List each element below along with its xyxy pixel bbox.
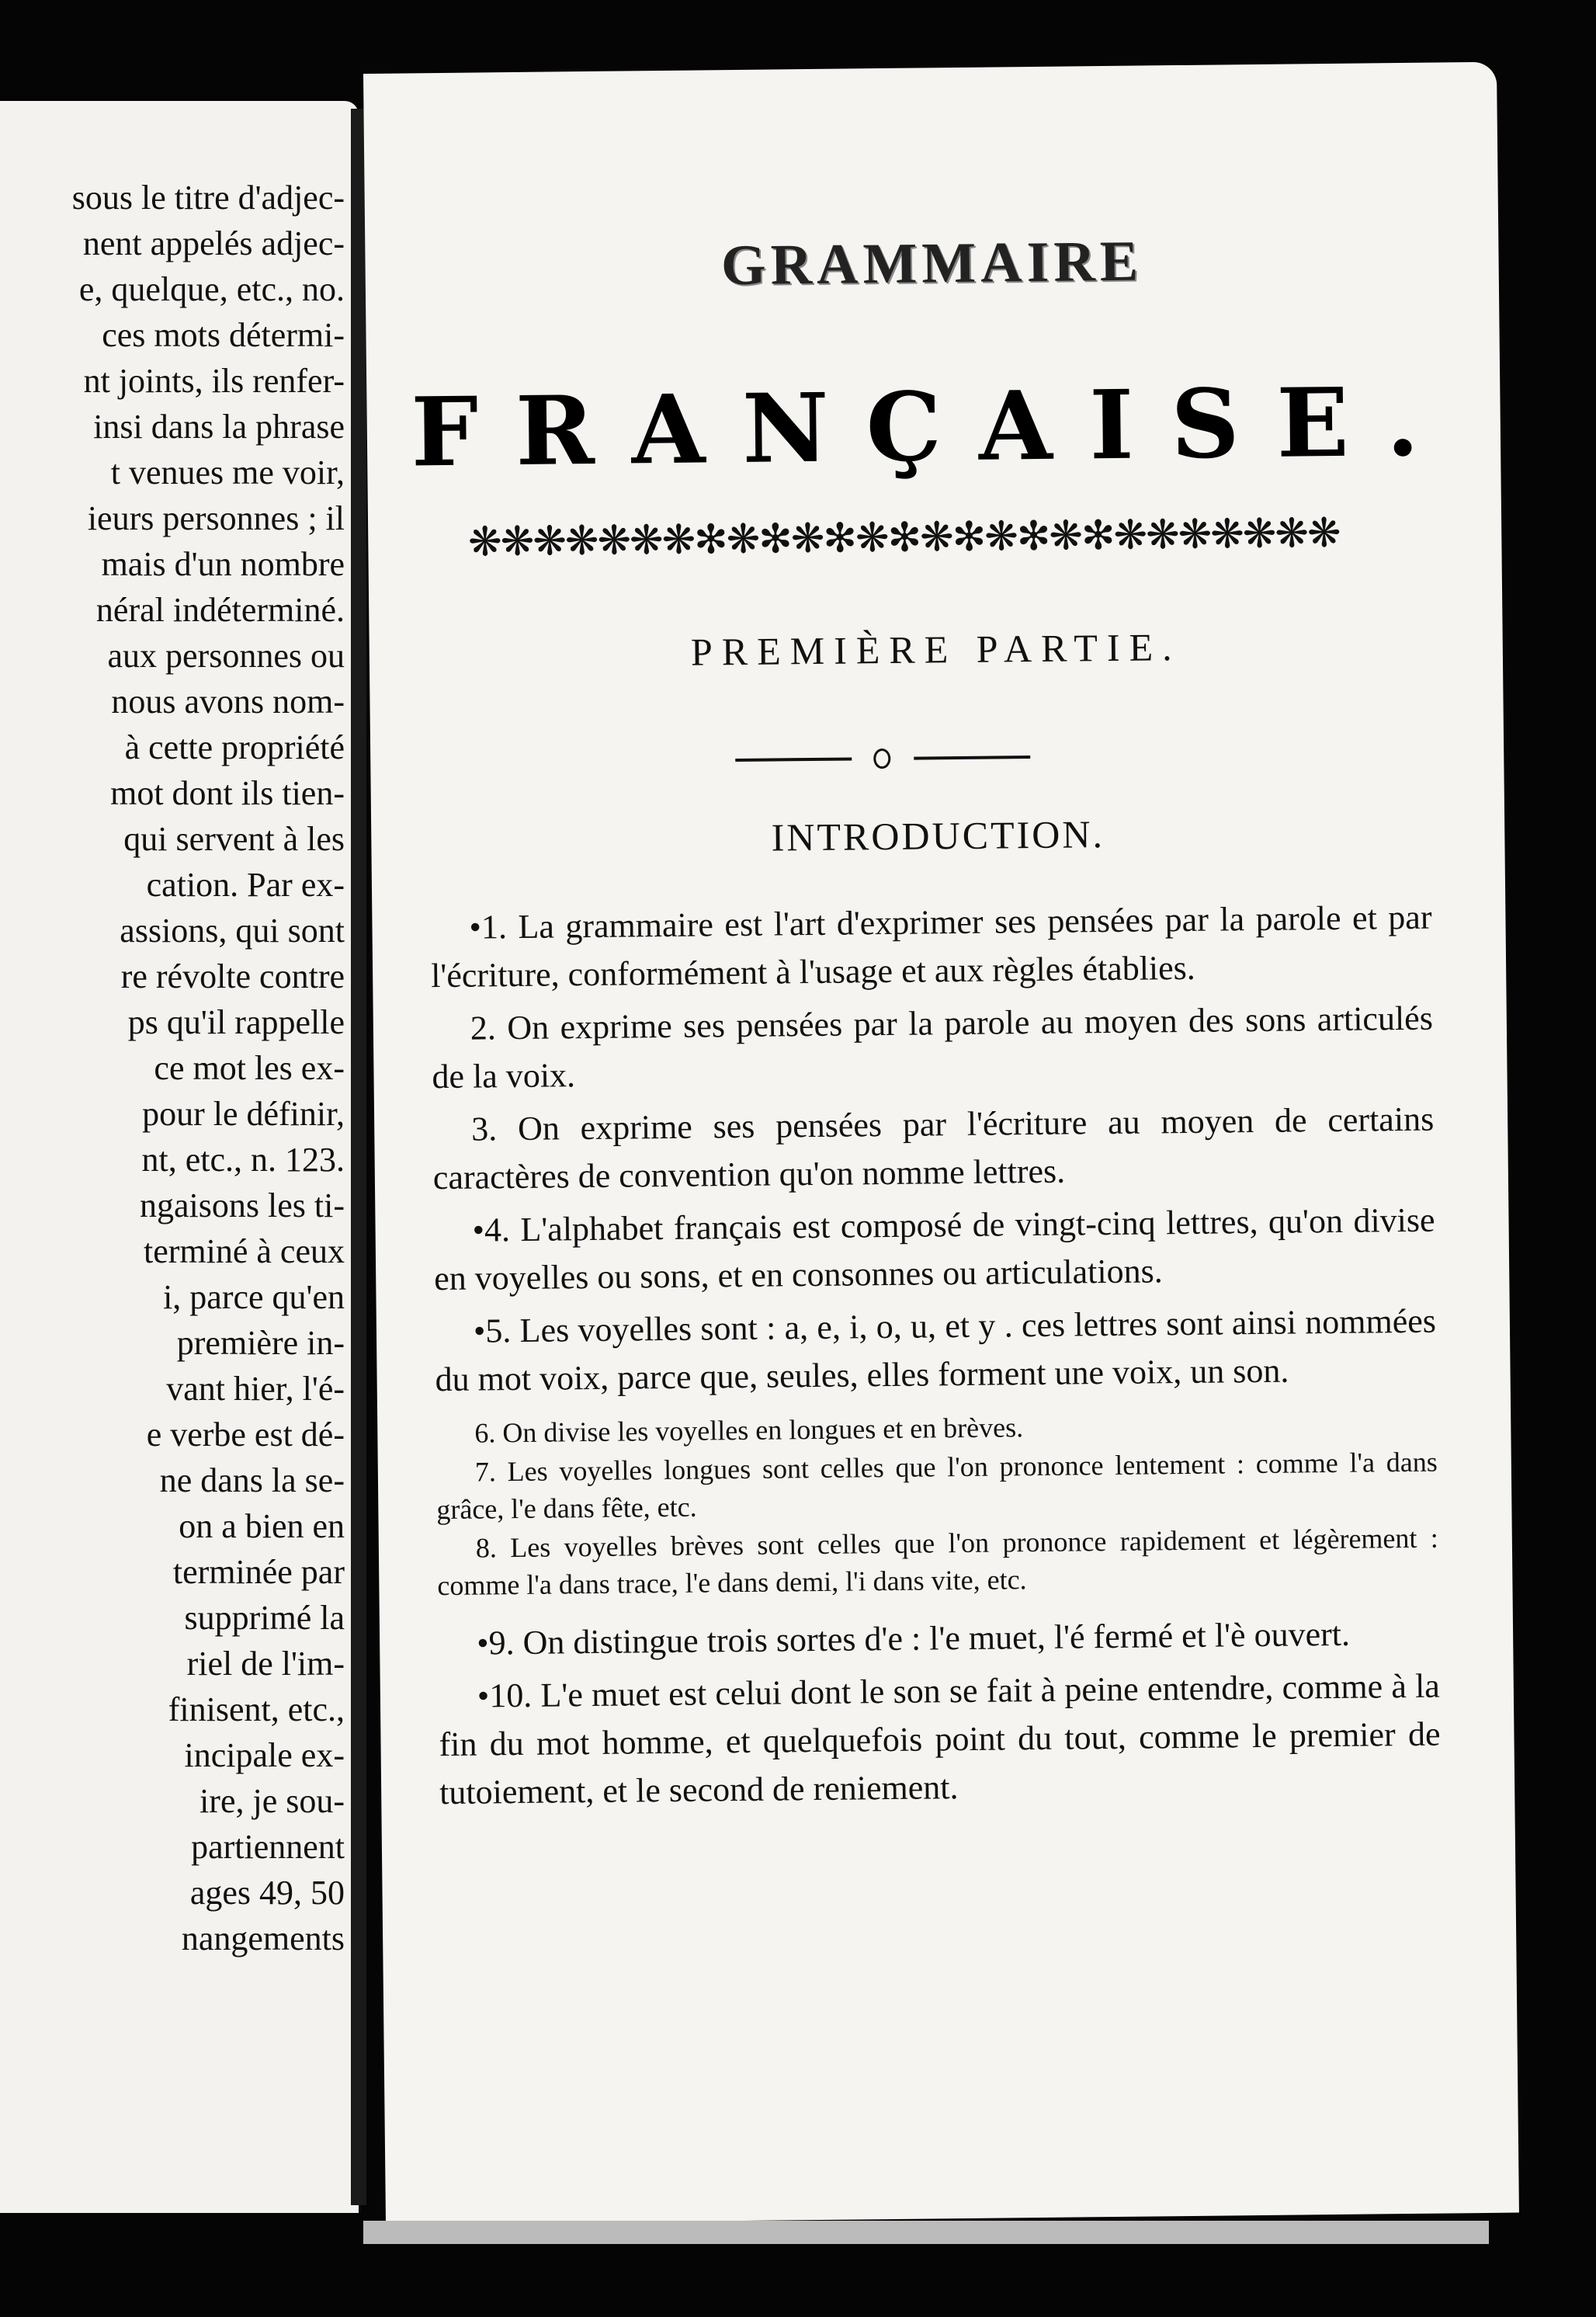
left-line: sous le titre d'adjec- xyxy=(71,179,345,217)
left-line: insi dans la phrase xyxy=(93,408,345,446)
divider-rule-right xyxy=(914,756,1030,760)
left-line: on a bien en xyxy=(179,1507,345,1545)
paragraph: •9. On distingue trois sortes d'e : l'e muet, l'é fermé et l'è ouvert. xyxy=(476,1614,1351,1662)
left-line: nent appelés adjec- xyxy=(82,224,345,262)
left-line: vant hier, l'é- xyxy=(166,1370,345,1408)
left-line: néral indéterminé. xyxy=(95,591,345,629)
left-line: aux personnes ou xyxy=(107,637,345,675)
left-line: ps qu'il rappelle xyxy=(127,1003,345,1041)
divider-mark xyxy=(873,749,890,769)
book-title-line1: GRAMMAIRE xyxy=(720,229,1143,298)
small-paragraph: 7. Les voyelles longues sont celles que l'on prononce lentement : comme l'a dans grâce, l'e dans fête, etc. xyxy=(436,1446,1438,1526)
left-line: e, quelque, etc., no. xyxy=(78,270,345,308)
left-line: mot dont ils tien- xyxy=(110,774,345,812)
small-print-block xyxy=(435,1405,1438,1604)
left-line: partiennent xyxy=(191,1828,345,1866)
left-line: i, parce qu'en xyxy=(163,1278,345,1316)
paragraph: •5. Les voyelles sont : a, e, i, o, u, et y . ces lettres sont ainsi nommées du mot voix, parce que, seules, elles forment une voix, un son. xyxy=(435,1301,1437,1399)
left-line: mais d'un nombre xyxy=(101,545,345,583)
left-line: incipale ex- xyxy=(184,1736,345,1774)
left-line: riel de l'im- xyxy=(186,1645,345,1683)
left-line: ieurs personnes ; il xyxy=(87,499,345,537)
section-divider xyxy=(735,742,1030,773)
left-line: première in- xyxy=(176,1324,345,1362)
small-paragraph: 6. On divise les voyelles en longues et en brèves. xyxy=(474,1412,1024,1449)
paragraph: •4. L'alphabet français est composé de vingt-cinq lettres, qu'on divise en voyelles ou sons, et en consonnes ou articulations. xyxy=(433,1200,1435,1298)
book-gutter xyxy=(351,109,366,2205)
left-line: à cette propriété xyxy=(124,728,345,766)
left-page xyxy=(0,101,359,2213)
left-line: e verbe est dé- xyxy=(146,1416,345,1454)
left-page-text xyxy=(0,175,345,1961)
left-line: pour le définir, xyxy=(142,1095,345,1133)
left-line: nous avons nom- xyxy=(111,683,345,721)
left-line: re révolte contre xyxy=(120,957,345,995)
left-line: supprimé la xyxy=(184,1599,345,1637)
left-line: nt, etc., n. 123. xyxy=(141,1141,345,1179)
left-line: finisent, etc., xyxy=(168,1690,345,1728)
left-line: cation. Par ex- xyxy=(146,866,345,904)
left-line: ire, je sou- xyxy=(200,1782,345,1820)
paragraph: •10. L'e muet est celui dont le son se fait à peine entendre, comme à la fin du mot homme, et quelquefois point du tout, comme le premier de tutoiement, et le second de reniement. xyxy=(439,1666,1441,1812)
ornament-band: ❋❋❋❋❋❋❋✻❋✻❋✻❋✻❋✻❋✻❋✻❋❋❋❋❋❋❋ xyxy=(467,509,1340,566)
left-line: terminée par xyxy=(172,1553,345,1591)
left-line: ages 49, 50 xyxy=(189,1874,345,1912)
left-line: ces mots détermi- xyxy=(102,316,345,354)
page-edge xyxy=(363,2221,1489,2244)
paragraph: 3. On exprime ses pensées par l'écriture au moyen de certains caractères de convention qu'on nomme lettres. xyxy=(432,1099,1435,1197)
left-line: t venues me voir, xyxy=(110,453,345,492)
left-line: assions, qui sont xyxy=(120,912,345,950)
left-line: nangements xyxy=(181,1919,345,1957)
left-line: ngaisons les ti- xyxy=(140,1186,345,1225)
left-line: nt joints, ils renfer- xyxy=(83,362,345,400)
right-page xyxy=(363,62,1519,2225)
paragraph: 2. On exprime ses pensées par la parole au moyen des sons articulés de la voix. xyxy=(432,999,1434,1096)
left-line: qui servent à les xyxy=(123,820,345,858)
part-title: PREMIÈRE PARTIE. xyxy=(690,625,1181,674)
paragraph: •1. La grammaire est l'art d'exprimer ses pensées par la parole et par l'écriture, conformément à l'usage et aux règles établies. xyxy=(430,898,1432,995)
book-title-line2: FRANÇAISE. xyxy=(410,365,1457,488)
small-paragraph: 8. Les voyelles brèves sont celles que l'on prononce rapidement et légèrement : comme l'a dans trace, l'e dans demi, l'i dans vite, etc. xyxy=(437,1522,1439,1602)
left-line: ce mot les ex- xyxy=(154,1049,345,1087)
left-line: ne dans la se- xyxy=(159,1461,345,1499)
section-title: INTRODUCTION. xyxy=(771,812,1105,860)
divider-rule-left xyxy=(735,757,852,762)
body-text xyxy=(430,894,1441,1822)
left-line: terminé à ceux xyxy=(144,1232,345,1270)
